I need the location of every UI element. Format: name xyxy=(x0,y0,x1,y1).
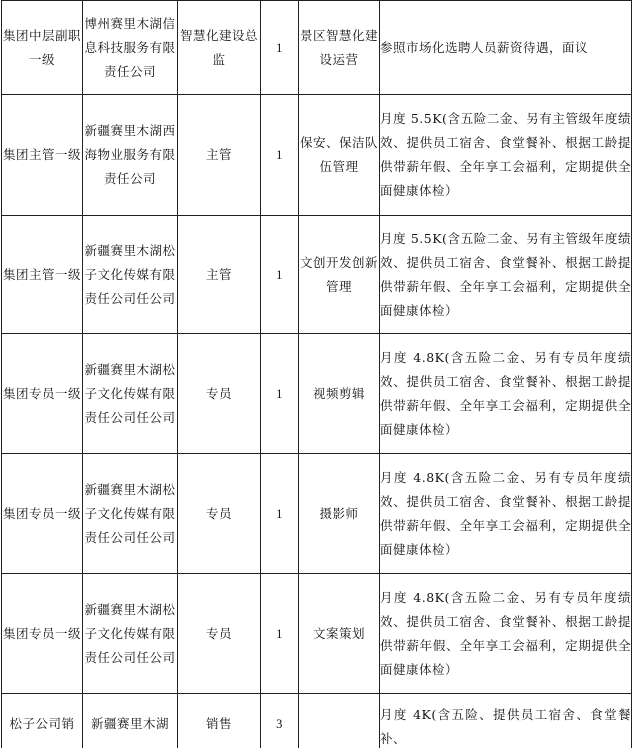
salary-cell: 参照市场化选聘人员薪资待遇，面议 xyxy=(380,1,632,95)
position-cell: 主管 xyxy=(178,95,261,216)
table-row xyxy=(2,95,632,216)
salary-cell: 月度 5.5K(含五险二金、另有主管级年度绩效、提供员工宿舍、食堂餐补、根据工龄提供带薪年假、全年享工会福利，定期提供全面健康体检） xyxy=(380,95,632,216)
job-table xyxy=(1,0,632,748)
duty-cell: 文创开发创新管理 xyxy=(299,216,380,334)
position-cell: 专员 xyxy=(178,454,261,574)
job-level-cell: 集团专员一级 xyxy=(2,334,83,454)
duty-cell xyxy=(299,694,380,748)
position-cell: 主管 xyxy=(178,216,261,334)
salary-cell: 月度 4.8K(含五险二金、另有专员年度绩效、提供员工宿舍、食堂餐补、根据工龄提供带薪年假、全年享工会福利，定期提供全面健康体检） xyxy=(380,454,632,574)
table-row xyxy=(2,454,632,574)
position-cell: 销售 xyxy=(178,694,261,748)
table-row xyxy=(2,216,632,334)
headcount-cell: 1 xyxy=(261,1,299,95)
position-cell: 专员 xyxy=(178,334,261,454)
duty-cell: 景区智慧化建设运营 xyxy=(299,1,380,95)
headcount-cell: 1 xyxy=(261,334,299,454)
job-level-cell: 集团专员一级 xyxy=(2,454,83,574)
company-cell: 博州赛里木湖信息科技服务有限责任公司 xyxy=(83,1,178,95)
company-cell: 新疆赛里木湖西海物业服务有限责任公司 xyxy=(83,95,178,216)
salary-cell: 月度 4.8K(含五险二金、另有专员年度绩效、提供员工宿舍、食堂餐补、根据工龄提供带薪年假、全年享工会福利，定期提供全面健康体检） xyxy=(380,334,632,454)
salary-cell: 月度 4K(含五险、提供员工宿舍、食堂餐补、 xyxy=(380,694,632,748)
headcount-cell: 1 xyxy=(261,95,299,216)
table-row xyxy=(2,334,632,454)
company-cell: 新疆赛里木湖松子文化传媒有限责任公司任公司 xyxy=(83,454,178,574)
position-cell: 专员 xyxy=(178,574,261,694)
company-cell: 新疆赛里木湖松子文化传媒有限责任公司任公司 xyxy=(83,216,178,334)
table-row xyxy=(2,694,632,748)
job-level-cell: 松子公司销 xyxy=(2,694,83,748)
company-cell: 新疆赛里木湖松子文化传媒有限责任公司任公司 xyxy=(83,334,178,454)
job-level-cell: 集团专员一级 xyxy=(2,574,83,694)
duty-cell: 保安、保洁队伍管理 xyxy=(299,95,380,216)
headcount-cell: 1 xyxy=(261,454,299,574)
duty-cell: 文案策划 xyxy=(299,574,380,694)
headcount-cell: 3 xyxy=(261,694,299,748)
job-level-cell: 集团主管一级 xyxy=(2,95,83,216)
table-row xyxy=(2,1,632,95)
table-row xyxy=(2,574,632,694)
headcount-cell: 1 xyxy=(261,216,299,334)
duty-cell: 视频剪辑 xyxy=(299,334,380,454)
company-cell: 新疆赛里木湖 xyxy=(83,694,178,748)
salary-cell: 月度 4.8K(含五险二金、另有专员年度绩效、提供员工宿舍、食堂餐补、根据工龄提供带薪年假、全年享工会福利，定期提供全面健康体检） xyxy=(380,574,632,694)
job-level-cell: 集团中层副职一级 xyxy=(2,1,83,95)
duty-cell: 摄影师 xyxy=(299,454,380,574)
company-cell: 新疆赛里木湖松子文化传媒有限责任公司任公司 xyxy=(83,574,178,694)
salary-cell: 月度 5.5K(含五险二金、另有主管级年度绩效、提供员工宿舍、食堂餐补、根据工龄提供带薪年假、全年享工会福利，定期提供全面健康体检） xyxy=(380,216,632,334)
position-cell: 智慧化建设总监 xyxy=(178,1,261,95)
headcount-cell: 1 xyxy=(261,574,299,694)
job-level-cell: 集团主管一级 xyxy=(2,216,83,334)
